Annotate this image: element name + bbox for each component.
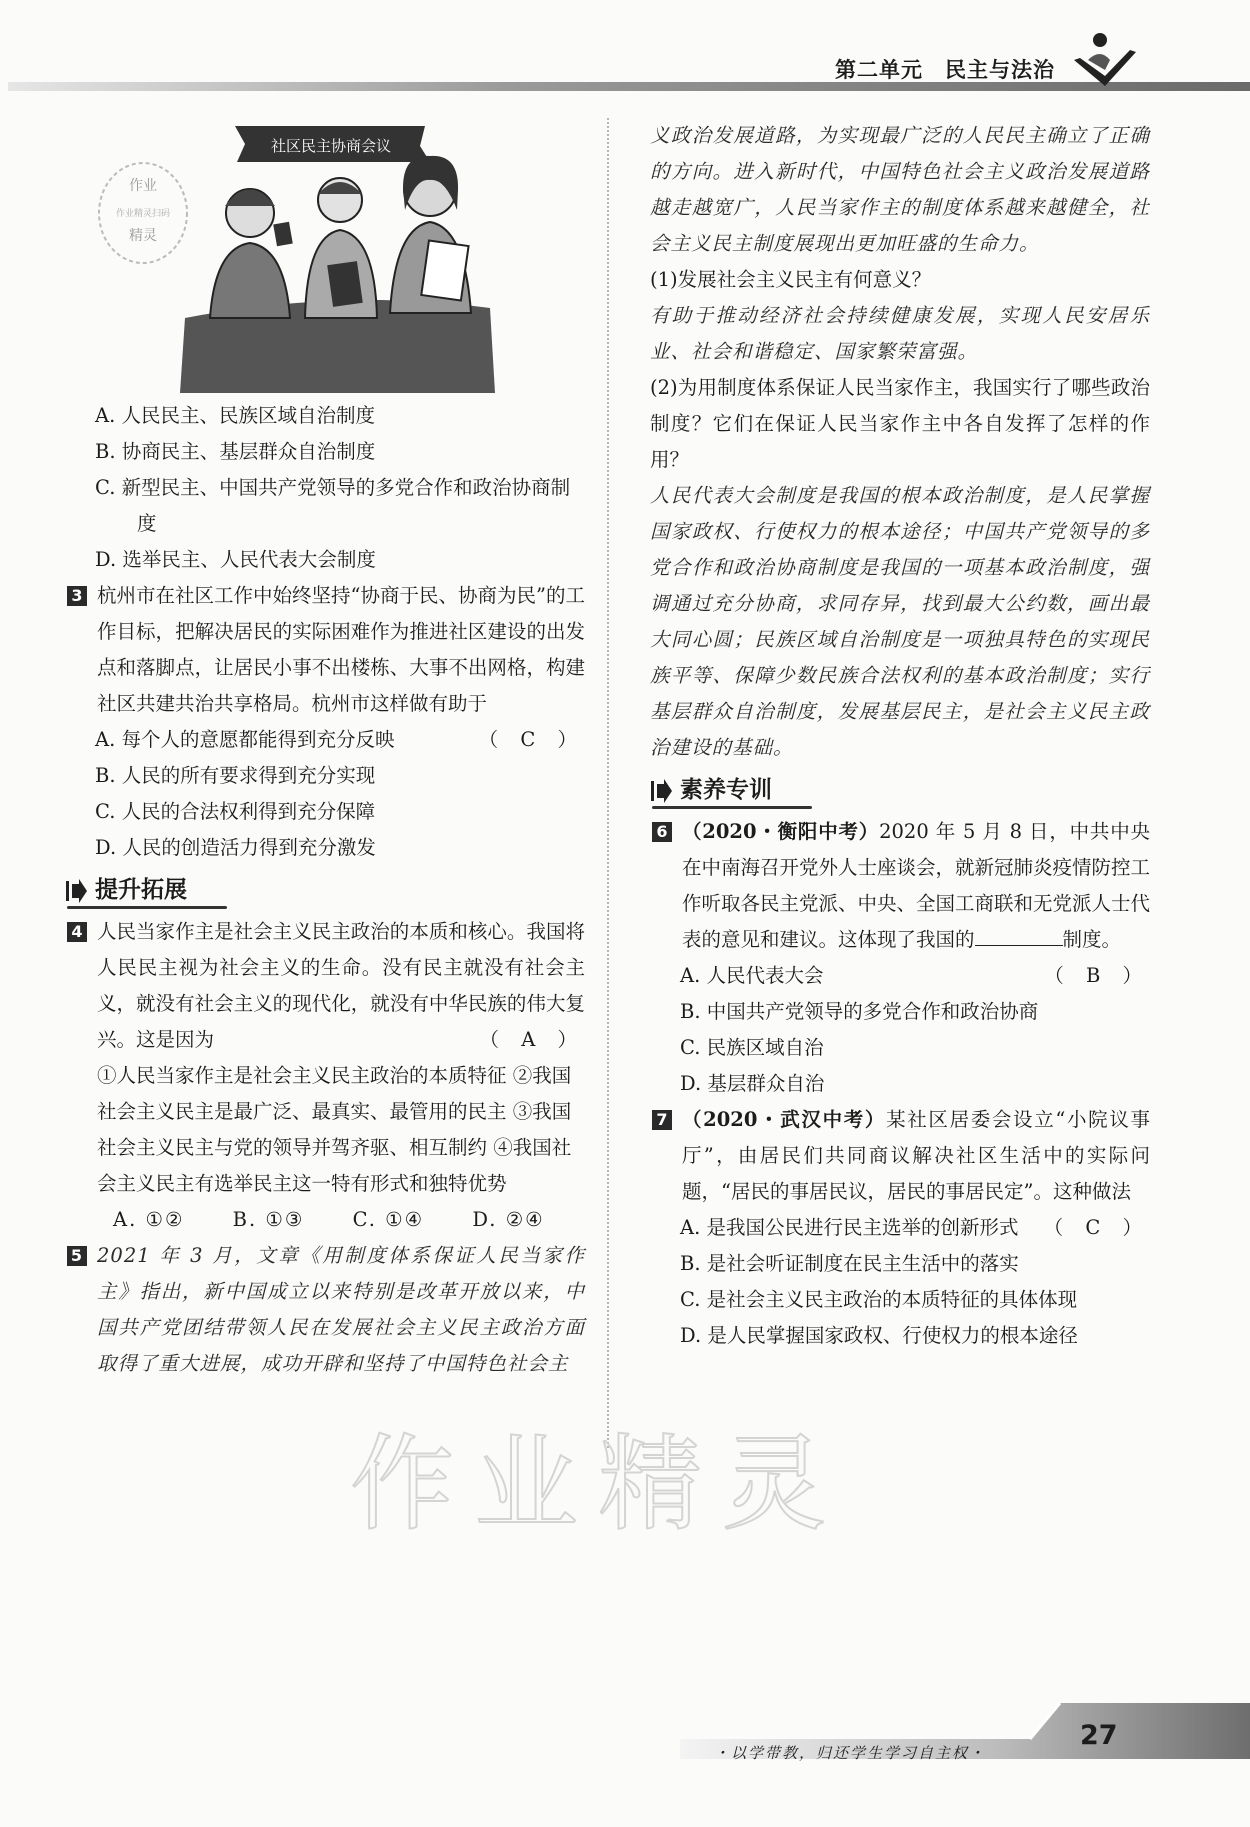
q6-option-a: A. 人民代表大会: [680, 964, 824, 987]
question-number: 4: [67, 922, 87, 942]
question-text-part1: 2021 年 3 月，文章《用制度体系保证人民当家作主》指出，新中国成立以来特别是改革开放以来，中国共产党团结带领人民在发展社会主义民主政治方面取得了重大进展，成功开辟和坚持了中国特色社会主: [97, 1244, 585, 1375]
q3-option-c: C. 人民的合法权利得到充分保障: [95, 800, 376, 823]
section-title: 提升拓展: [95, 877, 187, 903]
unit-label: 第二单元: [835, 58, 923, 82]
question-answer: （ A ）: [479, 1028, 585, 1051]
q5-text-continued: 义政治发展道路，为实现最广泛的人民民主确立了正确的方向。进入新时代，中国特色社会主义政治发展道路越走越宽广，人民当家作主的制度体系越来越健全，社会主义民主制度展现出更加旺盛的生命力。: [650, 124, 1150, 255]
q6-option-d: D. 基层群众自治: [680, 1072, 825, 1095]
illustration: [85, 118, 585, 398]
q5-sub1-question: (1)发展社会主义民主有何意义？: [650, 268, 932, 291]
q7-option-d: D. 是人民掌握国家政权、行使权力的根本途径: [680, 1324, 1078, 1347]
question-text-end: 制度。: [1062, 928, 1122, 951]
q3-option-b: B. 人民的所有要求得到充分实现: [95, 764, 376, 787]
section-underline: [67, 906, 227, 909]
stamp-top: 作业: [129, 178, 157, 194]
community-meeting-illustration: [85, 118, 505, 398]
unit-title: 民主与法治: [945, 58, 1055, 82]
page-number: 27: [1080, 1720, 1118, 1751]
q4-choice-d: D. ②④: [472, 1208, 545, 1231]
section-heading-literacy: [650, 770, 1150, 812]
question-4: [65, 914, 585, 1058]
question-text: 2020 年 5 月 8 日，中共中央在中南海召开党外人士座谈会，就新冠肺炎疫情防控工作听取各民主党派、中央、全国工商联和无党派人士代表的意见和建议。这体现了我国的: [682, 820, 1151, 951]
question-answer: （ C ）: [478, 728, 585, 751]
header-title: [835, 54, 1055, 84]
answer-blank: [975, 925, 1063, 946]
q6-option-c: C. 民族区域自治: [680, 1036, 824, 1059]
right-column: [650, 118, 1150, 1354]
question-text: 某社区居委会设立“小院议事厅”，由居民们共同商议解决社区生活中的实际问题，“居民的事居民议，居民的事居民定”。这种做法: [682, 1108, 1150, 1203]
arrow-icon: [650, 778, 672, 804]
question-source: （2020・衡阳中考）: [682, 820, 880, 843]
question-answer: （ B ）: [1044, 964, 1150, 987]
footer-bar: [0, 1703, 1250, 1761]
q5-sub2-answer: 人民代表大会制度是我国的根本政治制度，是人民掌握国家政权、行使权力的根本途径；中国共产党领导的多党合作和政治协商制度是我国的一项基本政治制度，强调通过充分协商，求同存异，找到最大公约数，画出最大同心圆；民族区域自治制度是一项独具特色的实现民族平等、保障少数民族合法权利的基本政治制度；实行基层群众自治制度，发展基层民主，是社会主义民主政治建设的基础。: [650, 484, 1150, 759]
section-underline: [652, 806, 812, 809]
banner-text: 社区民主协商会议: [270, 137, 392, 155]
column-divider: [607, 118, 609, 1448]
header-bar: [8, 82, 1250, 91]
book-logo-icon: [1070, 30, 1140, 92]
arrow-icon: [65, 878, 87, 904]
left-column: [65, 118, 585, 1382]
question-text: 人民当家作主是社会主义民主政治的本质和核心。我国将人民民主视为社会主义的生命。没有民主就没有社会主义，就没有社会主义的现代化，就没有中华民族的伟大复兴。这是因为: [97, 920, 585, 1051]
q4-statements: ①人民当家作主是社会主义民主政治的本质特征 ②我国社会主义民主是最广泛、最真实、最管用的民主 ③我国社会主义民主与党的领导并驾齐驱、相互制约 ④我国社会主义民主有选举民主这一特有形式和独特优势: [97, 1064, 572, 1195]
q4-choice-c: C. ①④: [352, 1208, 425, 1231]
q5-sub1-answer: 有助于推动经济社会持续健康发展，实现人民安居乐业、社会和谐稳定、国家繁荣富强。: [650, 304, 1150, 363]
question-text: 杭州市在社区工作中始终坚持“协商于民、协商为民”的工作目标，把解决居民的实际困难作为推进社区建设的出发点和落脚点，让居民小事不出楼栋、大事不出网格，构建社区共建共治共享格局。杭州市这样做有助于: [97, 584, 585, 715]
q2-option-c: C. 新型民主、中国共产党领导的多党合作和政治协商制度: [95, 476, 571, 535]
q6-option-b: B. 中国共产党领导的多党合作和政治协商: [680, 1000, 1039, 1023]
question-answer: （ C ）: [1043, 1216, 1150, 1239]
stamp-mid: 作业精灵扫码: [115, 209, 171, 219]
question-number: 5: [67, 1246, 87, 1266]
q7-option-a: A. 是我国公民进行民主选举的创新形式: [680, 1216, 1019, 1239]
section-heading-extend: [65, 870, 585, 912]
q2-option-a: A. 人民民主、民族区域自治制度: [95, 404, 375, 427]
page-header: [0, 0, 1250, 100]
q4-choice-b: B. ①③: [232, 1208, 305, 1231]
q2-option-b: B. 协商民主、基层群众自治制度: [95, 440, 376, 463]
q3-option-a: A. 每个人的意愿都能得到充分反映: [95, 728, 395, 751]
q7-option-b: B. 是社会听证制度在民主生活中的落实: [680, 1252, 1019, 1275]
question-number: 6: [652, 822, 672, 842]
question-number: 3: [67, 586, 87, 606]
section-title: 素养专训: [680, 777, 772, 803]
q5-sub2-question: (2)为用制度体系保证人民当家作主，我国实行了哪些政治制度？它们在保证人民当家作主中各自发挥了怎样的作用？: [650, 376, 1150, 471]
stamp-bottom: 精灵: [129, 228, 157, 244]
q7-option-c: C. 是社会主义民主政治的本质特征的具体体现: [680, 1288, 1078, 1311]
question-source: （2020・武汉中考）: [682, 1108, 887, 1131]
q3-option-d: D. 人民的创造活力得到充分激发: [95, 836, 376, 859]
question-5: [65, 1238, 585, 1382]
watermark: 作业精灵: [350, 1423, 847, 1545]
q4-choices: [65, 1202, 585, 1238]
q4-choice-a: A. ①②: [113, 1208, 185, 1231]
footer-slogan: ・以学带教，归还学生学习自主权・: [714, 1744, 987, 1762]
q2-option-d: D. 选举民主、人民代表大会制度: [95, 548, 376, 571]
question-number: 7: [652, 1110, 672, 1130]
